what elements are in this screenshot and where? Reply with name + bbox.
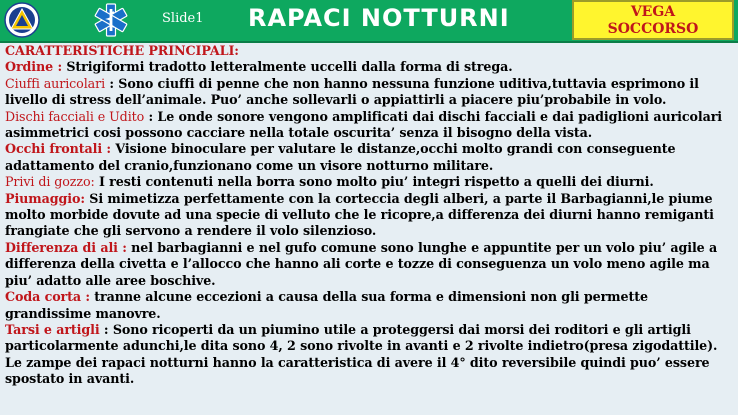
- item-text: Strigiformi tradotto letteralmente uccelli dalla forma di strega.: [62, 59, 513, 75]
- item-text: Visione binoculare per valutare le distanze,occhi molto grandi con conseguente adattamento del cranio,funzionano come un visore notturno militare.: [5, 141, 676, 173]
- brand-box: [572, 0, 734, 40]
- list-item-coda: [5, 289, 735, 322]
- list-item-tarsi: [5, 322, 735, 388]
- item-text: nel barbagianni e nel gufo comune sono lunghe e appuntite per un volo piu’ agile a differenza della civetta e l’allocco che hanno ali corte e tozze di conseguenza un volo meno agile ma piu’ adatto alle aree boschive.: [5, 239, 718, 288]
- star-of-life-icon: [94, 3, 128, 37]
- item-label: Differenza di ali :: [5, 239, 127, 255]
- item-text: : Sono ciuffi di penne che non hanno nessuna funzione uditiva,tuttavia esprimono il livello di stress dell’animale. Puo’ anche sollevarli o appiattirli a piacere piu’probabile in volo.: [5, 75, 699, 108]
- page-title: RAPACI NOTTURNI: [248, 4, 510, 32]
- item-label: Tarsi e artigli: [5, 321, 100, 337]
- brand-subtitle: SOCCORSO: [607, 21, 699, 37]
- list-item-ali: [5, 240, 735, 289]
- item-label: Occhi frontali :: [5, 141, 112, 157]
- item-label: Coda corta :: [5, 289, 90, 305]
- item-text: Si mimetizza perfettamente con la corteccia degli alberi, a parte il Barbagianni,le piume molto morbide dovute ad una specie di velluto che le ricopre,a differenza dei diurni hanno remiganti frangiate che gli servono a rendere il volo silenzioso.: [5, 190, 714, 239]
- slide-label: Slide1: [162, 11, 204, 26]
- item-text: I resti contenuti nella borra sono molto piu’ integri rispetto a quelli dei diurni.: [94, 174, 654, 190]
- item-label: Piumaggio:: [5, 190, 85, 206]
- item-label: Ciuffi auricolari: [5, 75, 106, 91]
- list-item-occhi: [5, 141, 735, 174]
- list-item-dischi: [5, 109, 735, 142]
- item-text: tranne alcune eccezioni a causa della sua forma e dimensioni non gli permette grandissime manovre.: [5, 289, 648, 321]
- item-label: Ordine :: [5, 59, 63, 75]
- section-heading: CARATTERISTICHE PRINCIPALI:: [5, 43, 239, 58]
- list-item-gozzo: [5, 174, 735, 190]
- list-item-ordine: [5, 59, 735, 75]
- item-text: : Sono ricoperti da un piumino utile a proteggersi dai morsi dei roditori e gli artigli particolarmente adunchi,le dita sono 4, 2 sono rivolte in avanti e 2 rivolte indietro(presa zigodattile). Le zampe dei rapaci notturni hanno la caratteristica di avere il 4° dito reversibile quindi puo’ essere spostato in avanti.: [5, 321, 718, 387]
- item-label: Dischi facciali e Udito: [5, 108, 145, 124]
- header-bar: [0, 0, 738, 43]
- content-body: [5, 43, 735, 388]
- item-text: : Le onde sonore vengono amplificati dai dischi facciali e dai padiglioni auricolari asimmetrici cosi possono cacciare nella totale oscurita’ senza il bisogno della vista.: [5, 108, 723, 141]
- civil-protection-logo-icon: [4, 2, 40, 38]
- brand-name: VEGA: [630, 4, 676, 20]
- list-item-ciuffi: [5, 76, 735, 109]
- list-item-piumaggio: [5, 191, 735, 240]
- item-label: Privi di gozzo:: [5, 174, 95, 190]
